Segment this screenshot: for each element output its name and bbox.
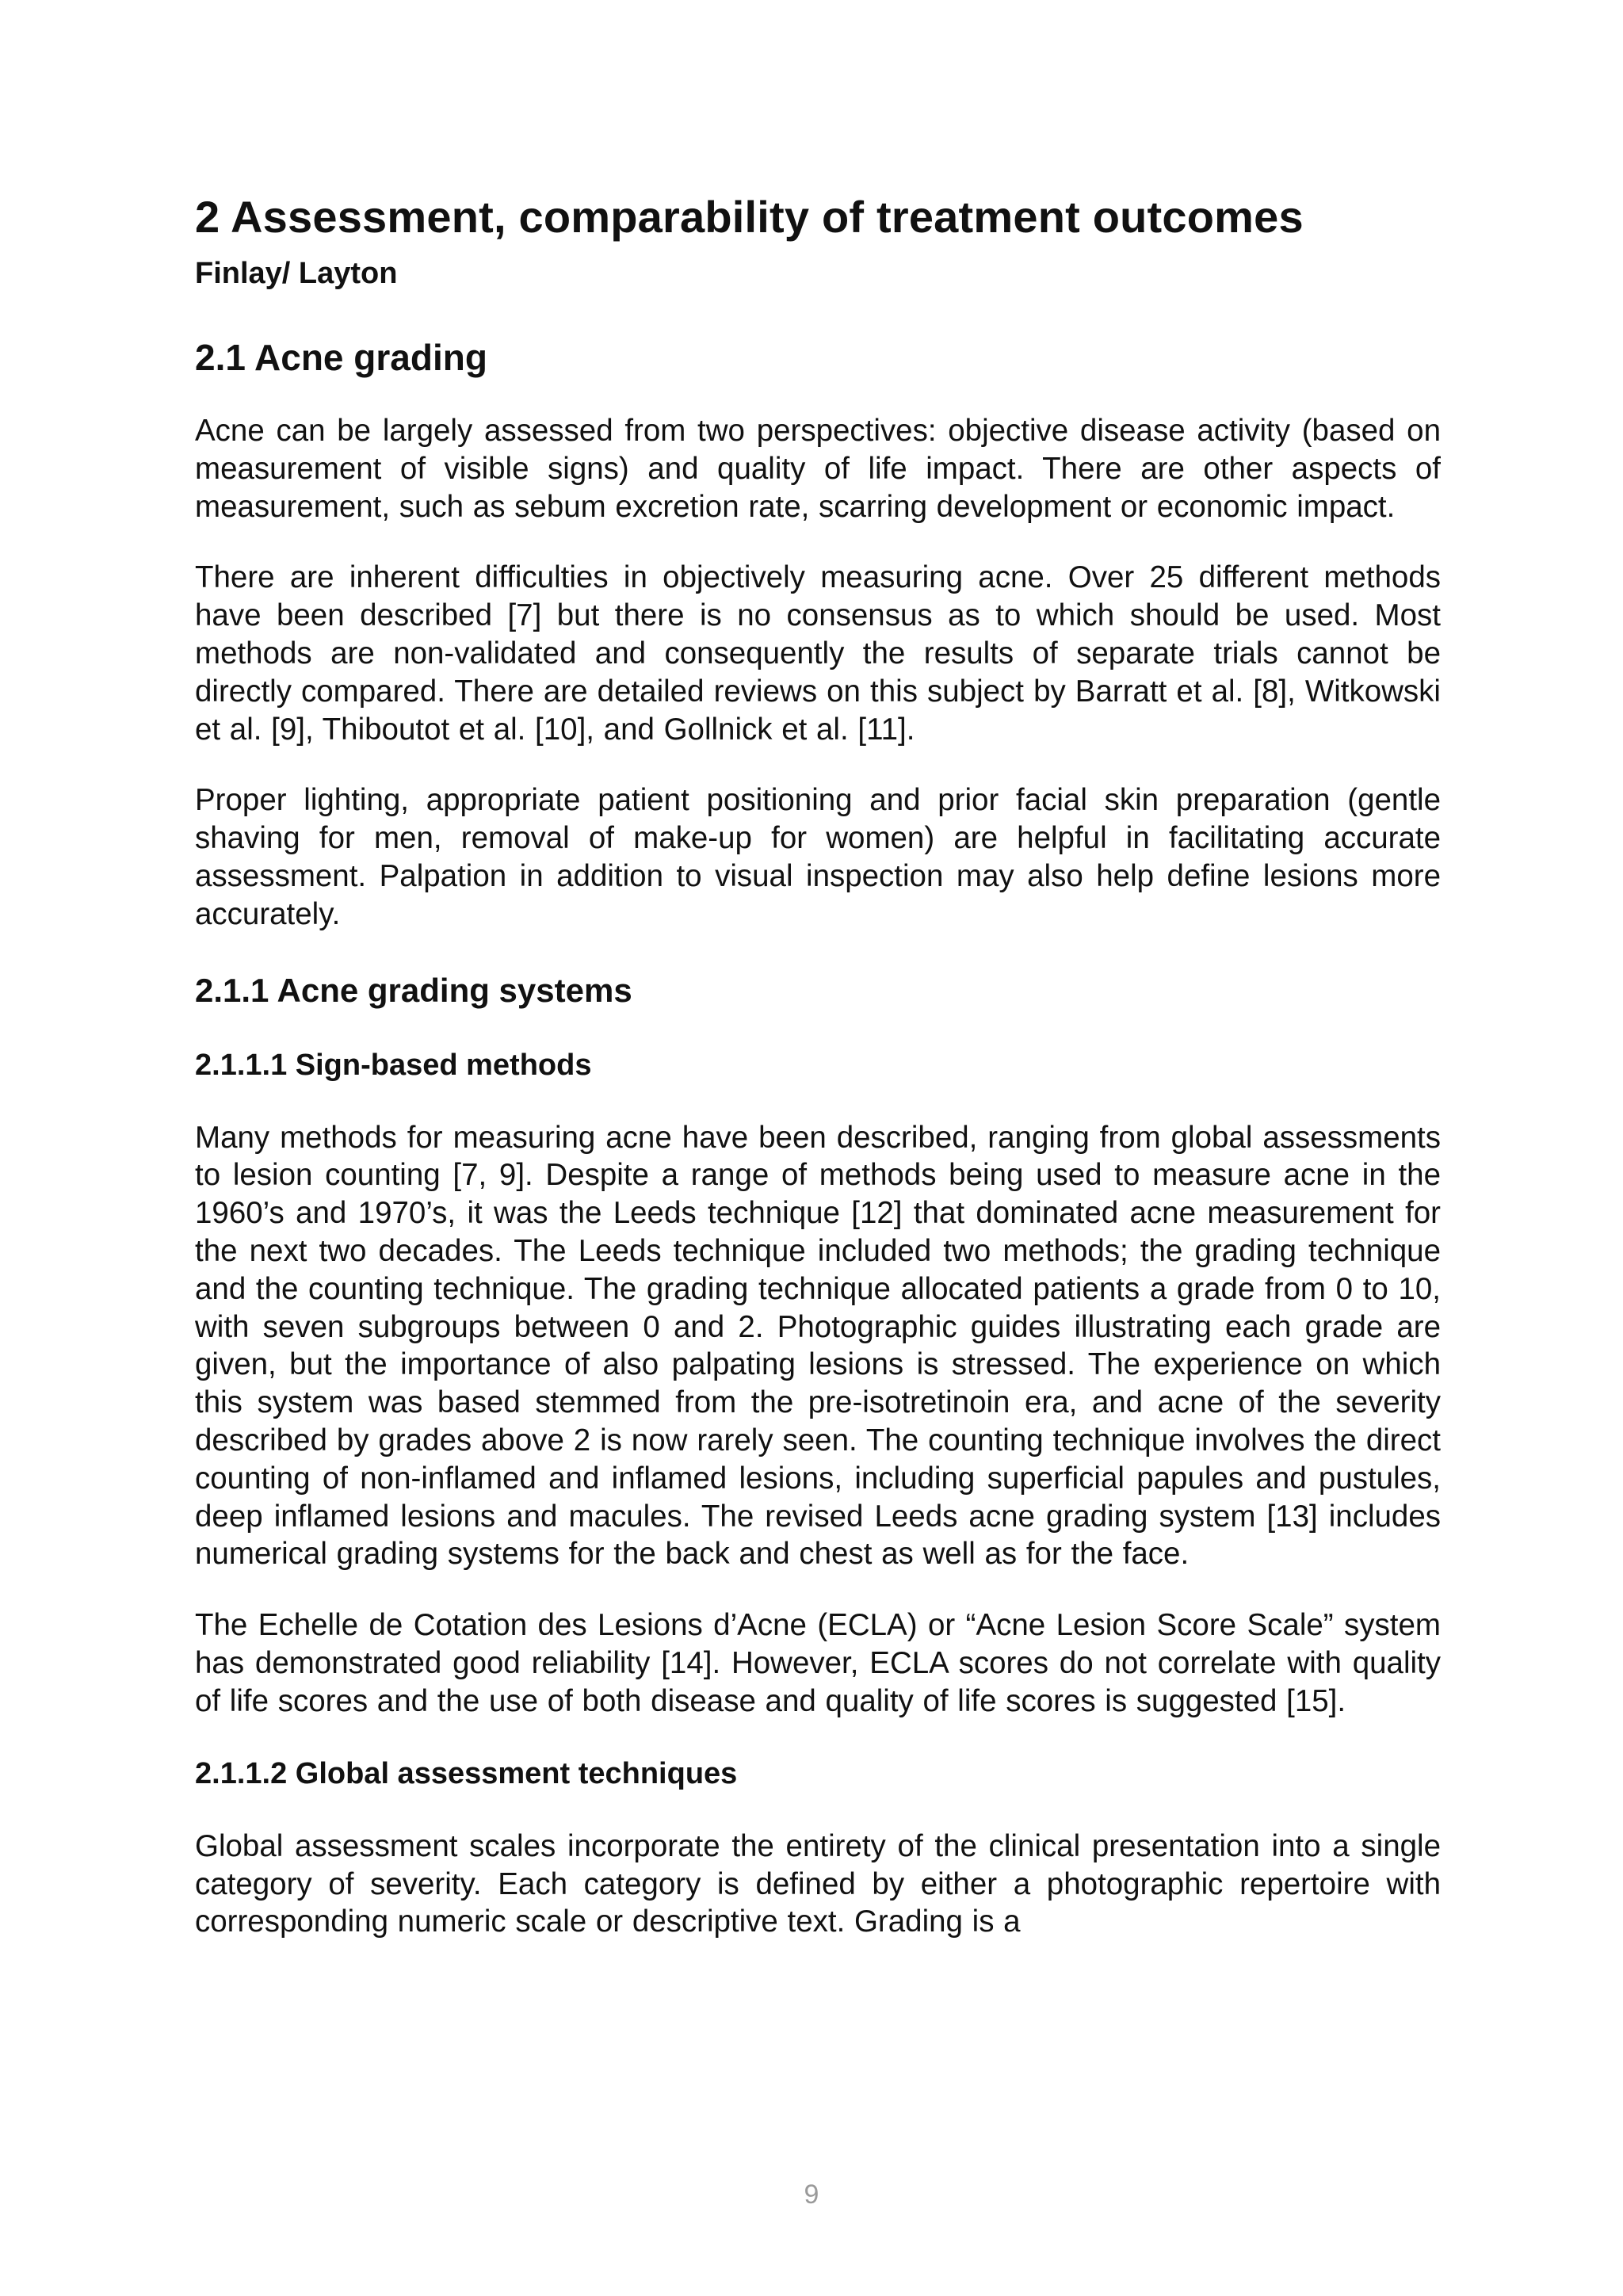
chapter-authors: Finlay/ Layton: [195, 257, 398, 291]
paragraph: Global assessment scales incorporate the entirety of the clinical presentation into a single category of severity. Each category is defined by either a photographic repertoire with corresponding numeric scale or descriptive text. Grading is a: [195, 1828, 1441, 1939]
document-page: [195, 190, 1441, 1941]
section-heading-acne-grading: 2.1 Acne grading: [195, 336, 487, 378]
paragraph: Acne can be largely assessed from two perspectives: objective disease activity (based on measurement of visible signs) and quality of life impact. There are other aspects of measurement, such as sebum excretion rate, scarring development or economic impact.: [195, 414, 1441, 524]
paragraph: There are inherent difficulties in objectively measuring acne. Over 25 different methods have been described [7] but there is no consensus as to which should be used. Most methods are non-validated and consequently the results of separate trials cannot be directly compared. There are detailed reviews on this subject by Barratt et al. [8], Witkowski et al. [9], Thiboutot et al. [10], and Gollnick et al. [11].: [195, 560, 1441, 747]
paragraph: Proper lighting, appropriate patient positioning and prior facial skin preparation (gentle shaving for men, removal of make-up for women) are helpful in facilitating accurate assessment. Palpation in addition to visual inspection may also help define lesions more accurately.: [195, 783, 1441, 931]
chapter-title: 2 Assessment, comparability of treatment outcomes: [195, 192, 1304, 242]
paragraph: The Echelle de Cotation des Lesions d’Acne (ECLA) or “Acne Lesion Score Scale” system has demonstrated good reliability [14]. However, ECLA scores do not correlate with quality of life scores and the use of both disease and quality of life scores is suggested [15].: [195, 1608, 1441, 1718]
subsubsection-heading-sign-based-methods: 2.1.1.1 Sign-based methods: [195, 1049, 592, 1083]
page-number: 9: [804, 2179, 819, 2210]
paragraph: Many methods for measuring acne have been described, ranging from global assessments to lesion counting [7, 9]. Despite a range of methods being used to measure acne in the 1960’s and 1970’s, it was the Leeds technique [12] that dominated acne measurement for the next two decades. The Leeds technique included two methods; the grading technique and the counting technique. The grading technique allocated patients a grade from 0 to 10, with seven subgroups between 0 and 2. Photographic guides illustrating each grade are given, but the importance of also palpating lesions is stressed. The experience on which this system was based stemmed from the pre-isotretinoin era, and acne of the severity described by grades above 2 is now rarely seen. The counting technique involves the direct counting of non-inflamed and inflamed lesions, including superficial papules and pustules, deep inflamed lesions and macules. The revised Leeds acne grading system [13] includes numerical grading systems for the back and chest as well as for the face.: [195, 1120, 1441, 1572]
subsection-heading-acne-grading-systems: 2.1.1 Acne grading systems: [195, 971, 632, 1009]
subsubsection-heading-global-assessment: 2.1.1.2 Global assessment techniques: [195, 1757, 738, 1791]
